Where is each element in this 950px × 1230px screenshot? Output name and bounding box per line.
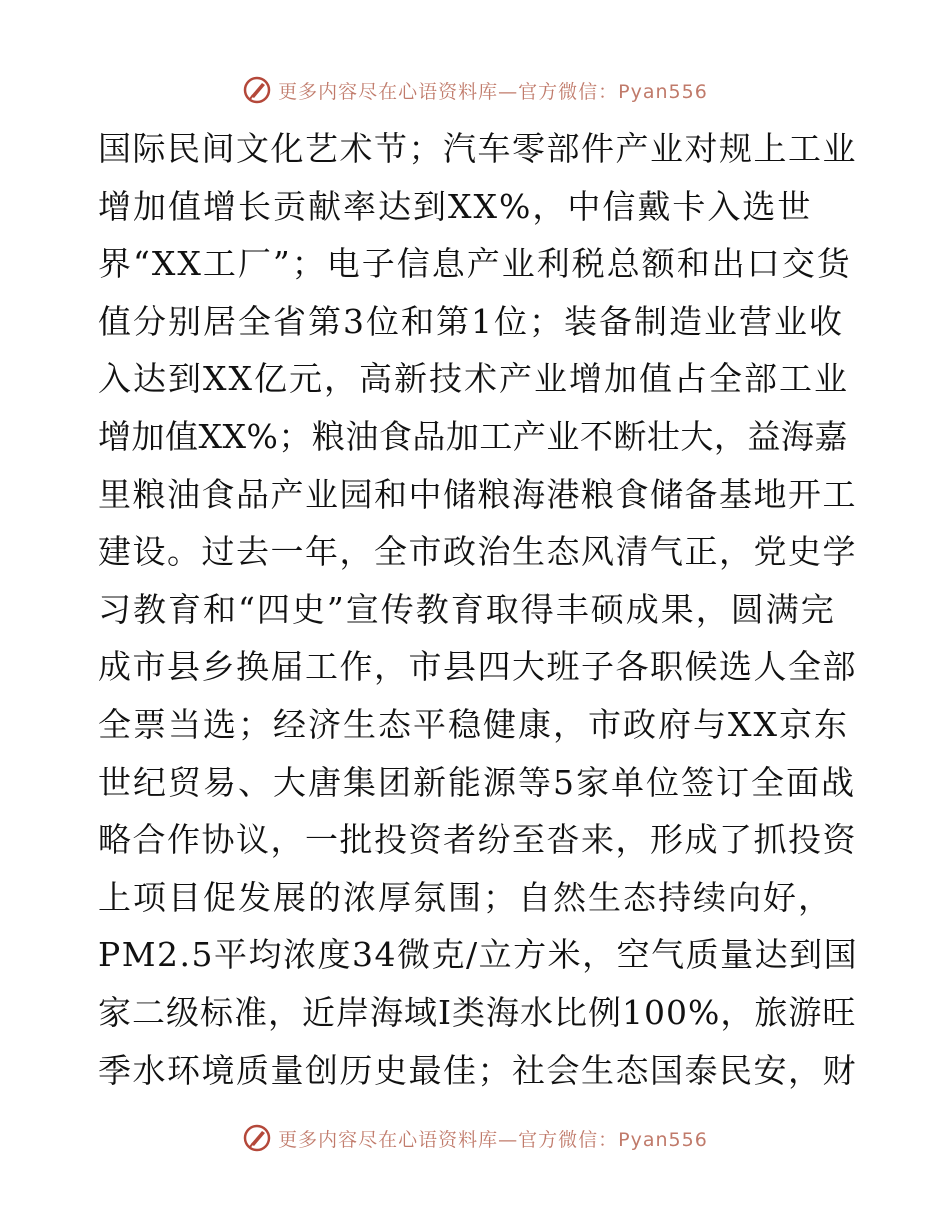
header-watermark <box>0 70 950 110</box>
body-line: PM2.5平均浓度34微克/立方米，空气质量达到国 <box>98 935 859 975</box>
body-line: 上项目促发展的浓厚氛围；自然生态持续向好， <box>98 877 833 917</box>
watermark-text: 更多内容尽在心语资料库—官方微信：Pyan556 <box>278 1128 708 1151</box>
body-line: 增加值增长贡献率达到XX%，中信戴卡入选世 <box>98 186 813 226</box>
body-line: 习教育和“四史”宣传教育取得丰硕成果，圆满完 <box>98 589 836 629</box>
body-line: 国际民间文化艺术节；汽车零部件产业对规上工业 <box>98 129 857 168</box>
watermark-text: 更多内容尽在心语资料库—官方微信：Pyan556 <box>278 80 708 103</box>
body-line: 建设。过去一年，全市政治生态风清气正，党史学 <box>98 532 857 572</box>
quill-pen-logo-icon <box>242 1123 272 1153</box>
document-body <box>98 120 858 1099</box>
body-line: 界“XX工厂”；电子信息产业利税总额和出口交货 <box>98 244 852 284</box>
body-line: 季水环境质量创历史最佳；社会生态国泰民安，财 <box>98 1050 857 1090</box>
body-line: 世纪贸易、大唐集团新能源等5家单位签订全面战 <box>98 762 856 802</box>
footer-watermark <box>0 1118 950 1158</box>
body-line: 家二级标准，近岸海域Ⅰ类海水比例100%，旅游旺 <box>98 992 857 1032</box>
body-line: 略合作协议，一批投资者纷至沓来，形成了抓投资 <box>98 820 857 860</box>
body-line: 全票当选；经济生态平稳健康，市政府与XX京东 <box>98 704 849 744</box>
body-line: 增加值XX%；粮油食品加工产业不断壮大，益海嘉 <box>98 416 848 456</box>
body-line: 里粮油食品产业园和中储粮海港粮食储备基地开工 <box>98 474 857 514</box>
body-line: 值分别居全省第3位和第1位；装备制造业营业收 <box>98 301 844 341</box>
quill-pen-logo-icon <box>242 75 272 105</box>
body-line: 入达到XX亿元，高新技术产业增加值占全部工业 <box>98 359 849 399</box>
body-line: 成市县乡换届工作，市县四大班子各职候选人全部 <box>98 647 857 687</box>
